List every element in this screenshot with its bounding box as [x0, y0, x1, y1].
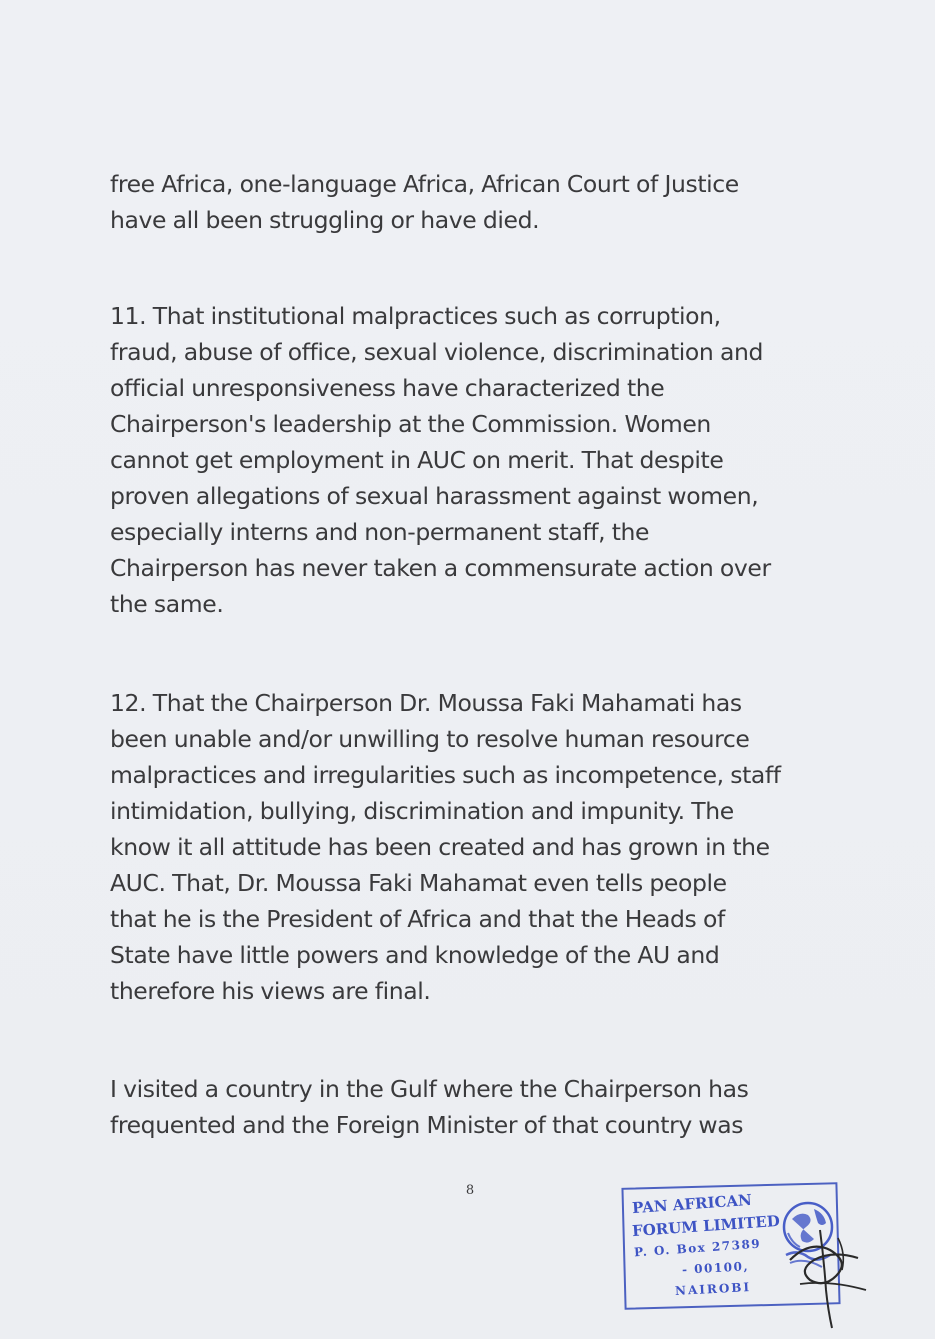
text-line: I visited a country in the Gulf where the Chairperson has — [110, 1075, 749, 1103]
text-line: 12. That the Chairperson Dr. Moussa Faki Mahamati has — [110, 689, 742, 717]
stamp-line-name-2: FORUM LIMITED — [631, 1211, 781, 1241]
stamp-line-pobox: P. O. Box 27389 — [633, 1236, 762, 1260]
text-line: the same. — [110, 590, 224, 618]
text-line: 11. That institutional malpractices such as corruption, — [110, 302, 721, 330]
text-line: State have little powers and knowledge of the AU and — [110, 941, 720, 969]
stamp-line-name: PAN AFRICAN — [631, 1190, 753, 1218]
text-line: proven allegations of sexual harassment against women, — [110, 482, 759, 510]
text-line: AUC. That, Dr. Moussa Faki Mahamat even tells people — [110, 869, 727, 897]
text-line: have all been struggling or have died. — [110, 206, 540, 234]
text-line: fraud, abuse of office, sexual violence, discrimination and — [110, 338, 763, 366]
paragraph-gulf-visit — [110, 1071, 840, 1143]
text-line: therefore his views are final. — [110, 977, 431, 1005]
text-line: that he is the President of Africa and that the Heads of — [110, 905, 725, 933]
text-line: cannot get employment in AUC on merit. That despite — [110, 446, 724, 474]
text-line: official unresponsiveness have characterized the — [110, 374, 665, 402]
text-line: free Africa, one-language Africa, African Court of Justice — [110, 170, 739, 198]
text-line: Chairperson has never taken a commensurate action over — [110, 554, 771, 582]
paragraph-item-11 — [110, 298, 840, 622]
paragraph-continuation — [110, 166, 840, 238]
text-line: frequented and the Foreign Minister of that country was — [110, 1111, 744, 1139]
text-line: intimidation, bullying, discrimination and impunity. The — [110, 797, 734, 825]
paragraph-item-12 — [110, 685, 840, 1009]
text-line: especially interns and non-permanent staff, the — [110, 518, 650, 546]
stamp-line-city: NAIROBI — [674, 1280, 752, 1298]
page-number: 8 — [465, 1183, 475, 1198]
stamp-line-postcode: - 00100, — [681, 1259, 750, 1277]
handwritten-signature — [780, 1210, 880, 1330]
text-line: been unable and/or unwilling to resolve human resource — [110, 725, 750, 753]
text-line: Chairperson's leadership at the Commission. Women — [110, 410, 711, 438]
text-line: know it all attitude has been created and has grown in the — [110, 833, 770, 861]
text-line: malpractices and irregularities such as incompetence, staff — [110, 761, 781, 789]
